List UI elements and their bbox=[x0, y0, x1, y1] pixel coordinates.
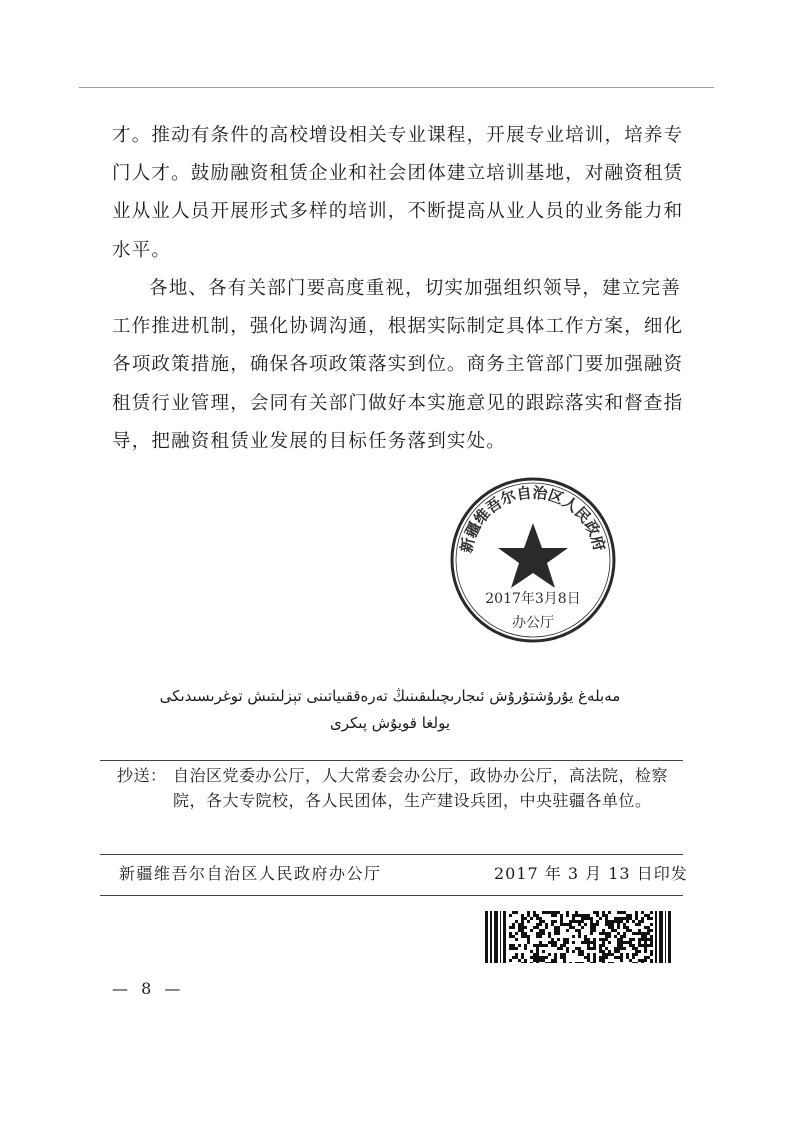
uyghur-title-line-1: مەبلەغ يۇرۇشتۇرۇش ئىجارىچىلىقىنىڭ تەرەققىياتىنى تېزلىتىش توغرىسىدىكى bbox=[159, 687, 621, 705]
seal-outer-text: 新疆维吾尔自治区人民政府 bbox=[457, 483, 609, 555]
official-seal bbox=[448, 475, 618, 645]
seal-office: 办公厅 bbox=[512, 615, 554, 631]
seal-date: 2017年3月8日 bbox=[485, 591, 581, 607]
distribution-block bbox=[117, 764, 687, 813]
seal-star-icon bbox=[498, 523, 568, 588]
distribution-label: 抄送： bbox=[117, 766, 167, 785]
footer-top-rule bbox=[100, 854, 683, 855]
header-rule bbox=[79, 87, 714, 88]
body-paragraph-1: 才。推动有条件的高校增设相关专业课程，开展专业培训，培养专门人才。鼓励融资租赁企业和社会团体建立培训基地，对融资租赁业从业人员开展形式多样的培训，不断提高从业人员的业务能力和水平。 bbox=[112, 125, 684, 261]
footer-issuer: 新疆维吾尔自治区人民政府办公厅 bbox=[119, 864, 382, 883]
distribution-top-rule bbox=[100, 760, 683, 761]
footer-issue-date: 2017 年 3 月 13 日印发 bbox=[494, 864, 688, 883]
barcode-icon bbox=[485, 911, 673, 963]
distribution-recipients: 自治区党委办公厅，人大常委会办公厅，政协办公厅，高法院，检察院，各大专院校，各人民团体，生产建设兵团，中央驻疆各单位。 bbox=[173, 766, 669, 810]
body-paragraph-2: 各地、各有关部门要高度重视，切实加强组织领导，建立完善工作推进机制，强化协调沟通，根据实际制定具体工作方案，细化各项政策措施，确保各项政策落实到位。商务主管部门要加强融资租赁行业管理，会同有关部门做好本实施意见的跟踪落实和督查指导，把融资租赁业发展的目标任务落到实处。 bbox=[112, 278, 684, 452]
footer-bottom-rule bbox=[100, 895, 683, 896]
uyghur-title-line-2: يولغا قويۇش پىكرى bbox=[330, 714, 450, 732]
page-number: — 8 — bbox=[112, 979, 185, 998]
